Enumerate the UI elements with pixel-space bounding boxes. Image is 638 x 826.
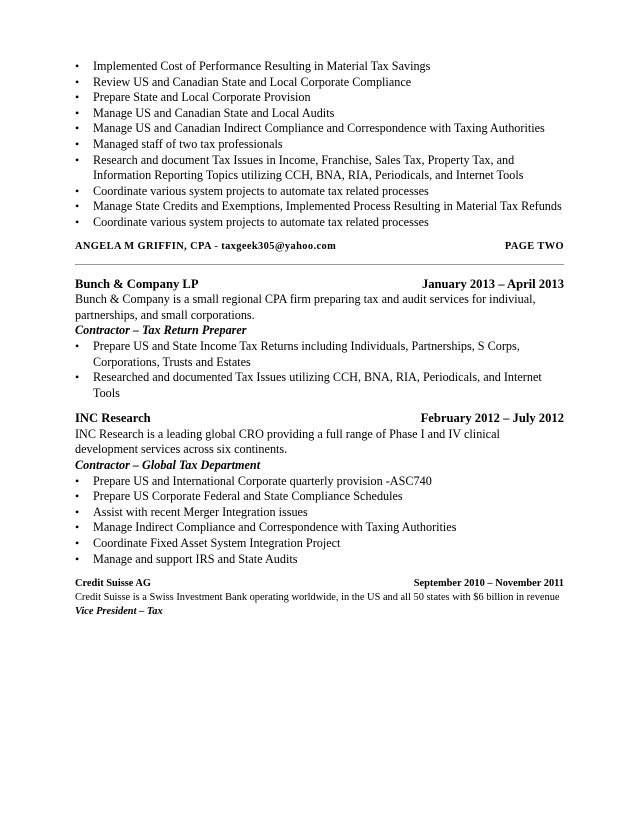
header-page-label: PAGE TWO [504,240,564,252]
list-item: • Prepare US and State Income Tax Returns including Individuals, Partnerships, S Corps, Corporations, Trusts and Estates [75,339,564,370]
job-role: Contractor – Tax Return Preparer [75,323,247,338]
spacer [75,401,564,411]
list-item: • Coordinate various system projects to automate tax related processes [75,184,564,200]
list-item: • Research and document Tax Issues in Income, Franchise, Sales Tax, Property Tax, and Information Reporting Topics utilizing CCH, BNA, RIA, Periodicals, and Internet Tools [75,153,564,184]
list-item: • Manage State Credits and Exemptions, Implemented Process Resulting in Material Tax Refunds [75,199,564,215]
list-item: • Manage and support IRS and State Audits [75,552,564,568]
list-item: • Review US and Canadian State and Local Corporate Compliance [75,75,564,91]
page-content [75,59,564,619]
job-role: Vice President – Tax [75,606,163,618]
job-description: Bunch & Company is a small regional CPA firm preparing tax and audit services for indiviual, partnerships, and small corporations. [75,292,536,322]
job-dates: January 2013 – April 2013 [421,276,564,291]
list-item: • Managed staff of two tax professionals [75,137,564,153]
page-header [75,240,564,254]
spacer [75,567,564,577]
list-item: • Manage Indirect Compliance and Correspondence with Taxing Authorities [75,520,564,536]
job-entry-inc-research [75,411,564,567]
job-bullet-list [75,339,564,401]
header-name-email: ANGELA M GRIFFIN, CPA - taxgeek305@yahoo.com [75,240,337,252]
list-item: • Coordinate various system projects to automate tax related processes [75,215,564,231]
header-divider [75,264,564,265]
job-company: Bunch & Company LP [75,276,199,291]
job-dates: September 2010 – November 2011 [413,578,564,590]
job-company: INC Research [75,411,151,426]
job-description: INC Research is a leading global CRO providing a full range of Phase I and IV clinical development services across six continents. [75,426,500,457]
list-item: • Prepare State and Local Corporate Provision [75,90,564,106]
list-item: • Manage US and Canadian Indirect Compliance and Correspondence with Taxing Authorities [75,121,564,137]
job-role: Contractor – Global Tax Department [75,458,261,473]
list-item: • Prepare US and International Corporate quarterly provision -ASC740 [75,474,564,490]
top-bullet-list [75,59,564,231]
job-entry-credit-suisse [75,577,564,619]
job-header [75,411,564,427]
job-header [75,577,564,591]
list-item: • Prepare US Corporate Federal and State Compliance Schedules [75,489,564,505]
list-item: • Manage US and Canadian State and Local Audits [75,106,564,122]
job-bullet-list [75,474,564,568]
list-item: • Coordinate Fixed Asset System Integration Project [75,536,564,552]
job-description: Credit Suisse is a Swiss Investment Bank operating worldwide, in the US and all 50 states with $6 billion in revenue [75,592,560,604]
job-header [75,277,564,293]
job-entry-bunch [75,277,564,402]
list-item: • Assist with recent Merger Integration issues [75,505,564,521]
job-dates: February 2012 – July 2012 [420,411,564,426]
list-item: • Researched and documented Tax Issues utilizing CCH, BNA, RIA, Periodicals, and Internet Tools [75,370,564,401]
list-item: • Implemented Cost of Performance Resulting in Material Tax Savings [75,59,564,75]
job-company: Credit Suisse AG [75,578,152,590]
